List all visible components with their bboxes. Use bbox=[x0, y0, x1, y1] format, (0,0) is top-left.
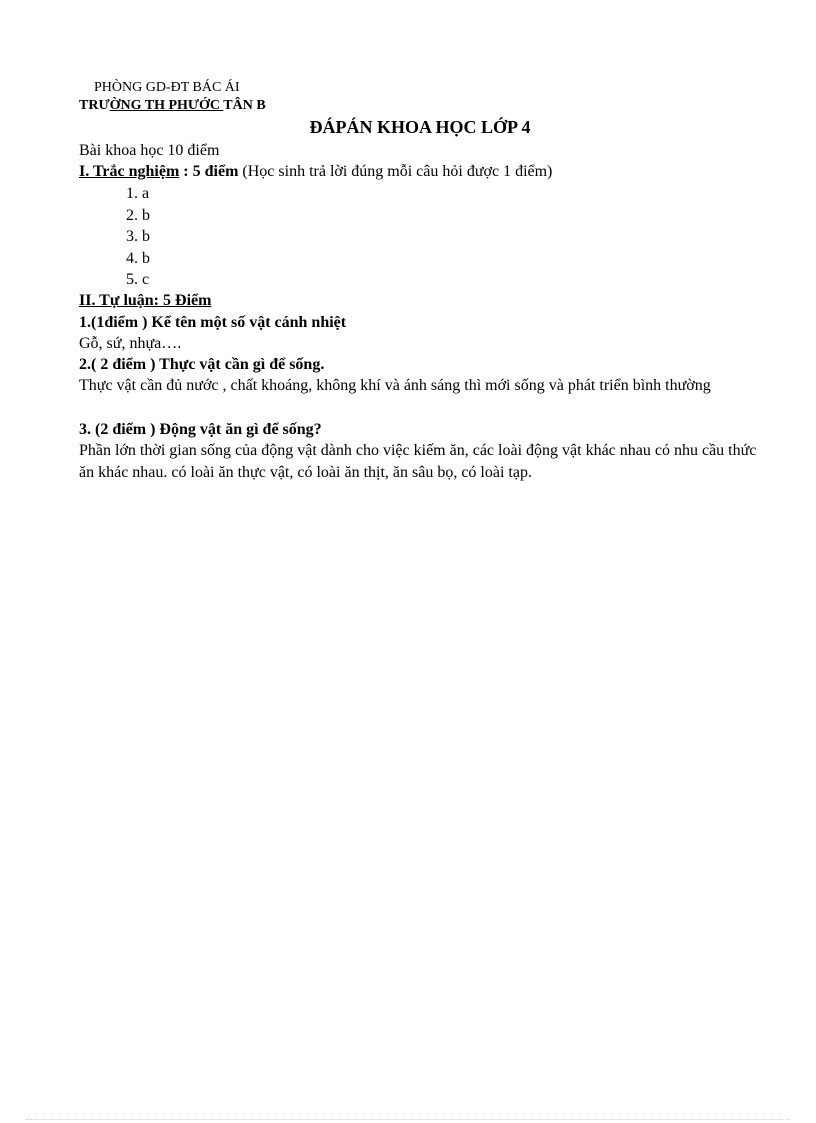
document-subtitle: Bài khoa học 10 điểm bbox=[79, 142, 220, 159]
page-bottom-divider bbox=[26, 1119, 790, 1120]
answer-1: Gỗ, sứ, nhựa…. bbox=[79, 335, 182, 352]
section1-colon: : bbox=[179, 163, 189, 180]
section1-heading: I. Trắc nghiệm bbox=[79, 163, 180, 180]
school-name-underlined: ỜNG TH PHƯỚC bbox=[109, 98, 224, 113]
list-item: 2. b bbox=[126, 206, 150, 224]
question-1: 1.(1điểm ) Kể tên một số vật cánh nhiệt bbox=[79, 314, 347, 331]
list-item: 3. b bbox=[126, 228, 150, 245]
list-item: 1. a bbox=[126, 185, 150, 202]
section2-heading: II. Tự luận: 5 Điểm bbox=[79, 292, 212, 309]
department-name: PHÒNG GD-ĐT BÁC ÁI bbox=[94, 80, 240, 95]
section1-note: (Học sinh trả lời đúng mỗi câu hỏi được 1 điểm) bbox=[238, 163, 553, 180]
question-3: 3. (2 điểm ) Động vật ăn gì để sống? bbox=[79, 421, 322, 438]
list-item: 5. c bbox=[126, 271, 150, 288]
section1-header bbox=[79, 164, 552, 180]
document-title-row bbox=[0, 118, 816, 136]
list-item: 4. b bbox=[126, 249, 150, 267]
answer-list bbox=[126, 186, 150, 294]
answer-2: Thực vật cần đủ nước , chất khoáng, không khí và ánh sáng thì mới sống và phát triển bình thường bbox=[79, 377, 711, 394]
answer-3: Phần lớn thời gian sống của động vật dành cho việc kiếm ăn, các loài động vật khác nhau có nhu cầu thức ăn khác nhau. có loài ăn thực vật, có loài ăn thịt, ăn sâu bọ, có loài tạp. bbox=[79, 442, 757, 481]
school-name-suffix: TÂN B bbox=[223, 98, 266, 113]
section1-points: 5 điểm bbox=[188, 163, 239, 180]
school-name bbox=[79, 99, 266, 113]
school-name-prefix: TRƯ bbox=[79, 98, 110, 113]
document-title: ĐÁPÁN KHOA HỌC LỚP 4 bbox=[309, 117, 531, 137]
question-2: 2.( 2 điểm ) Thực vật cần gì để sống. bbox=[79, 356, 325, 373]
